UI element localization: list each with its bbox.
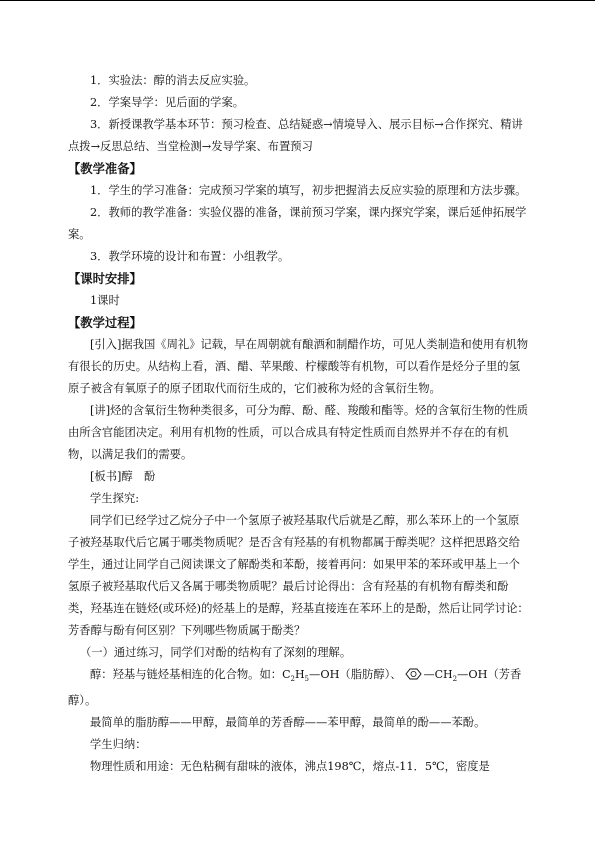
practice-note: （一）通过练习，同学们对酚的结构有了深刻的理解。 bbox=[80, 646, 352, 659]
method-1: 1．实验法：醇的消去反应实验。 bbox=[90, 74, 256, 87]
prep-student: 1．学生的学习准备：完成预习学案的填写，初步把握消去反应实验的原理和方法步骤。 bbox=[90, 184, 527, 197]
header-rule bbox=[0, 0, 595, 1]
student-explore-body: 同学们已经学过乙烷分子中一个氢原子被羟基取代后就是乙醇，那么苯环上的一个氢原子被羟基取代后它属于哪类物质呢？是否含有羟基的有机物都属于醇类呢？这样把思路交给学生，通过让同学自己阅读课文了解酚类和苯酚，接着再问：如果甲苯的苯环或甲基上一个氢原子被羟基取代后又各属于哪类物质呢？最后讨论得出：含有羟基的有机物有醇类和酚类，羟基连在链烃(或环烃)的烃基上的是醇，羟基直接连在苯环上的是酚，然后让同学讨论：芳香醇与酚有何区别？下列哪些物质属于酚类？ bbox=[68, 514, 529, 637]
prep-teacher: 2．教师的教学准备：实验仪器的准备，课前预习学案，课内探究学案，课后延伸拓展学案。 bbox=[68, 206, 527, 241]
simplest-examples: 最简单的脂肪醇——甲醇，最简单的芳香醇——苯甲醇，最简单的酚——苯酚。 bbox=[90, 716, 486, 730]
schedule-hours: 1课时 bbox=[90, 294, 120, 307]
physical-properties: 物理性质和用途：无色粘稠有甜味的液体，沸点198℃，熔点-11．5℃，密度是 bbox=[90, 760, 490, 774]
heading-teaching-prep: 【教学准备】 bbox=[68, 162, 142, 176]
intro-paragraph: [引入]据我国《周礼》记载，早在周朝就有酿酒和制醋作坊，可见人类制造和使用有机物有很长的历史。从结构上看，酒、醋、苹果酸、柠檬酸等有机物，可以看作是烃分子里的氢原子被含有氧原子的原子团取代而衍生成的，它们被称为烃的含氧衍生物。 bbox=[68, 338, 529, 395]
board-note: [板书]醇 酚 bbox=[90, 470, 156, 483]
alcohol-definition: 醇：羟基与链烃基相连的化合物。如：$C_2H_5—OH$（脂肪醇）、 $—CH_2—OH$（芳香醇）。 bbox=[68, 668, 522, 708]
student-summary-label: 学生归纳： bbox=[90, 738, 147, 752]
heading-schedule: 【课时安排】 bbox=[68, 272, 142, 286]
prep-environment: 3．教学环境的设计和布置：小组教学。 bbox=[90, 250, 290, 263]
document-body bbox=[68, 70, 530, 778]
ethyl-formula: $C_2H_5$ bbox=[282, 668, 310, 684]
heading-process: 【教学过程】 bbox=[68, 316, 142, 330]
method-2: 2．学案导学：见后面的学案。 bbox=[90, 96, 245, 109]
method-3: 3．新授课教学基本环节：预习检查、总结疑惑→情境导入、展示目标→合作探究、精讲点拨→反思总结、当堂检测→发导学案、布置预习 bbox=[68, 118, 523, 153]
lecture-paragraph: [讲]烃的含氧衍生物种类很多，可分为醇、酚、醛、羧酸和酯等。烃的含氧衍生物的性质由所含官能团决定。利用有机物的性质，可以合成具有特定性质而自然界并不存在的有机物，以满足我们的需要。 bbox=[68, 404, 529, 461]
benzene-ring-icon bbox=[402, 668, 424, 680]
student-explore-label: 学生探究: bbox=[90, 492, 139, 505]
